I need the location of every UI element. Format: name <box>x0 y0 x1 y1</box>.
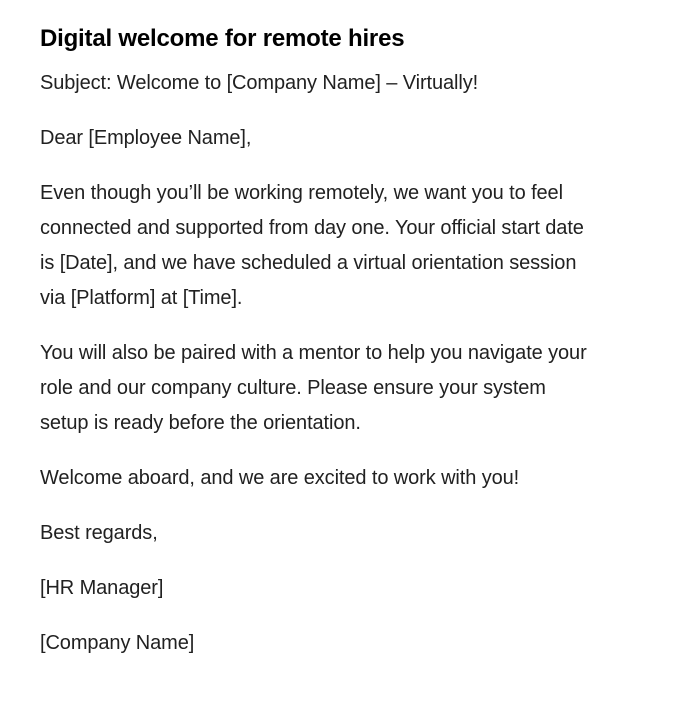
text-line: Even though you’ll be working remotely, we want you to feel <box>40 182 563 204</box>
text-line: Dear [Employee Name], <box>40 127 252 149</box>
text-line: [HR Manager] <box>40 577 164 599</box>
text-line: is [Date], and we have scheduled a virtual orientation session <box>40 252 577 274</box>
signature-company <box>40 626 660 661</box>
text-line: setup is ready before the orientation. <box>40 412 361 434</box>
signoff <box>40 516 660 551</box>
closing-line <box>40 461 660 496</box>
text-line: You will also be paired with a mentor to help you navigate your <box>40 342 587 364</box>
text-line: [Company Name] <box>40 632 195 654</box>
body-paragraph-2 <box>40 336 660 441</box>
text-line: Best regards, <box>40 522 158 544</box>
subject-line <box>40 66 660 101</box>
signature-role <box>40 571 660 606</box>
salutation <box>40 121 660 156</box>
text-line: Subject: Welcome to [Company Name] – Virtually! <box>40 72 479 94</box>
text-line: connected and supported from day one. Your official start date <box>40 217 584 239</box>
document-title: Digital welcome for remote hires <box>40 25 405 52</box>
text-line: Welcome aboard, and we are excited to work with you! <box>40 467 520 489</box>
text-line: via [Platform] at [Time]. <box>40 287 243 309</box>
text-line: role and our company culture. Please ensure your system <box>40 377 546 399</box>
body-paragraph-1 <box>40 176 660 316</box>
